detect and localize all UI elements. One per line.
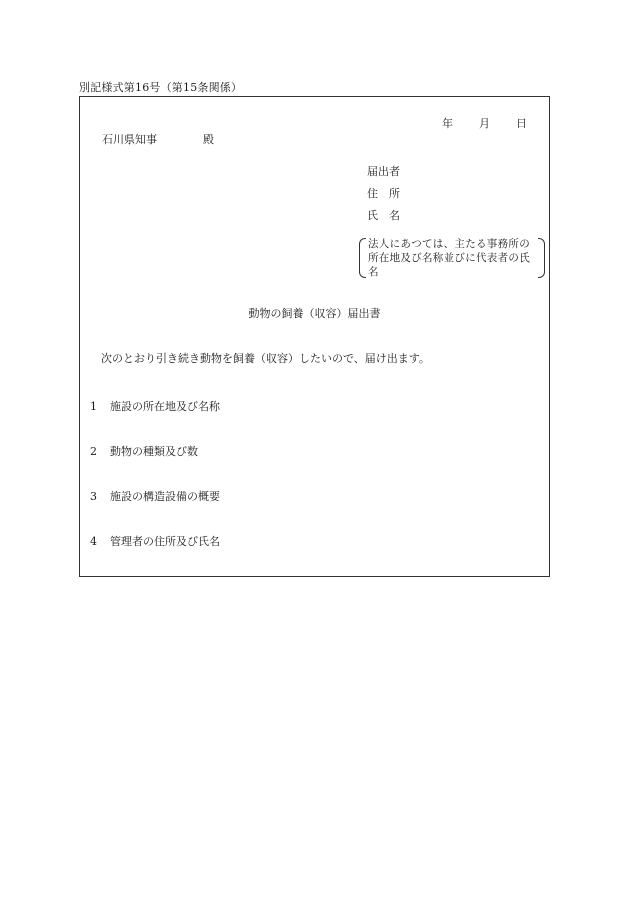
list-item xyxy=(90,533,220,549)
item-number: 1 xyxy=(90,400,97,413)
body-text: 次のとおり引き続き動物を飼養（収容）したいので、届け出ます。 xyxy=(101,352,430,365)
left-bracket xyxy=(359,238,366,278)
item-number: 3 xyxy=(90,490,97,503)
addressee-honorific: 殿 xyxy=(203,133,214,146)
date-day: 日 xyxy=(516,117,527,130)
list-item xyxy=(90,398,220,414)
item-label: 動物の種類及び数 xyxy=(110,445,198,458)
form-number-label: 別記様式第16号（第15条関係） xyxy=(79,81,243,94)
filer-name-label: 氏 名 xyxy=(367,209,400,222)
corporate-note-text: 法人にあつては、主たる事務所の所在地及び名称並びに代表者の氏名 xyxy=(368,238,530,278)
addressee-line xyxy=(102,131,214,147)
addressee-name: 石川県知事 xyxy=(102,133,157,146)
date-year: 年 xyxy=(442,117,453,130)
right-bracket xyxy=(538,238,545,278)
item-label: 施設の構造設備の概要 xyxy=(110,490,220,503)
corporate-note xyxy=(359,237,545,279)
form-frame xyxy=(79,96,550,577)
item-label: 管理者の住所及び氏名 xyxy=(110,535,220,548)
filer-address-label: 住 所 xyxy=(367,187,400,200)
list-item xyxy=(90,443,198,459)
list-item xyxy=(90,488,220,504)
filer-heading: 届出者 xyxy=(367,165,400,178)
item-label: 施設の所在地及び名称 xyxy=(110,400,220,413)
document-title: 動物の飼養（収容）届出書 xyxy=(248,307,381,320)
date-month: 月 xyxy=(479,117,490,130)
item-number: 4 xyxy=(90,535,97,548)
item-number: 2 xyxy=(90,445,97,458)
date-line xyxy=(442,115,527,131)
